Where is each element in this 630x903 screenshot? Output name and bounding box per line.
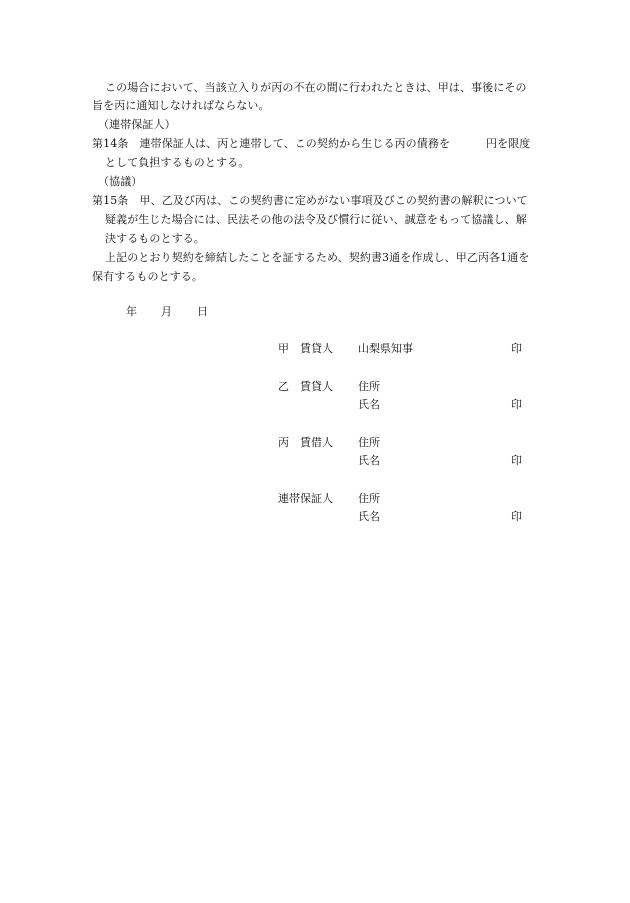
article-text: として負担するものとする。 xyxy=(105,156,250,169)
article-text: 疑義が生じた場合には、民法その他の法令及び慣行に従い、誠意をもって協議し、解 xyxy=(105,213,527,226)
article-heading: （協議） xyxy=(98,175,143,188)
closing-text: 保有するものとする。 xyxy=(92,270,203,283)
address-label: 住所 xyxy=(358,492,380,505)
article-heading: （連帯保証人） xyxy=(98,118,176,131)
signatory-role-otsu: 乙 賃貸人 xyxy=(278,380,333,393)
seal-mark: 印 xyxy=(511,510,522,523)
seal-mark: 印 xyxy=(511,342,522,355)
article-text: 第15条 甲、乙及び丙は、この契約書に定めがない事項及びこの契約書の解釈について xyxy=(92,194,528,207)
date-month: 月 xyxy=(161,305,172,318)
signatory-role-ko: 甲 賃貸人 xyxy=(278,342,333,355)
signatory-role-guarantor: 連帯保証人 xyxy=(278,492,333,505)
signatory-role-hei: 丙 賃借人 xyxy=(278,436,333,449)
article-text: 第14条 連帯保証人は、丙と連帯して、この契約から生じる丙の債務を xyxy=(92,137,451,150)
paragraph-line: 旨を丙に通知しなければならない。 xyxy=(92,99,270,112)
address-label: 住所 xyxy=(358,380,380,393)
article-text: 円を限度 xyxy=(486,137,531,150)
seal-mark: 印 xyxy=(511,454,522,467)
seal-mark: 印 xyxy=(511,398,522,411)
date-day: 日 xyxy=(197,305,208,318)
article-text: 決するものとする。 xyxy=(105,232,205,245)
paragraph-line: この場合において、当該立入りが丙の不在の間に行われたときは、甲は、事後にその xyxy=(105,81,527,94)
address-label: 住所 xyxy=(358,436,380,449)
signatory-name: 山梨県知事 xyxy=(358,342,413,355)
date-year: 年 xyxy=(126,305,137,318)
name-label: 氏名 xyxy=(358,510,380,523)
name-label: 氏名 xyxy=(358,454,380,467)
name-label: 氏名 xyxy=(358,398,380,411)
closing-text: 上記のとおり契約を締結したことを証するため、契約書3通を作成し、甲乙丙各1通を xyxy=(105,251,530,264)
